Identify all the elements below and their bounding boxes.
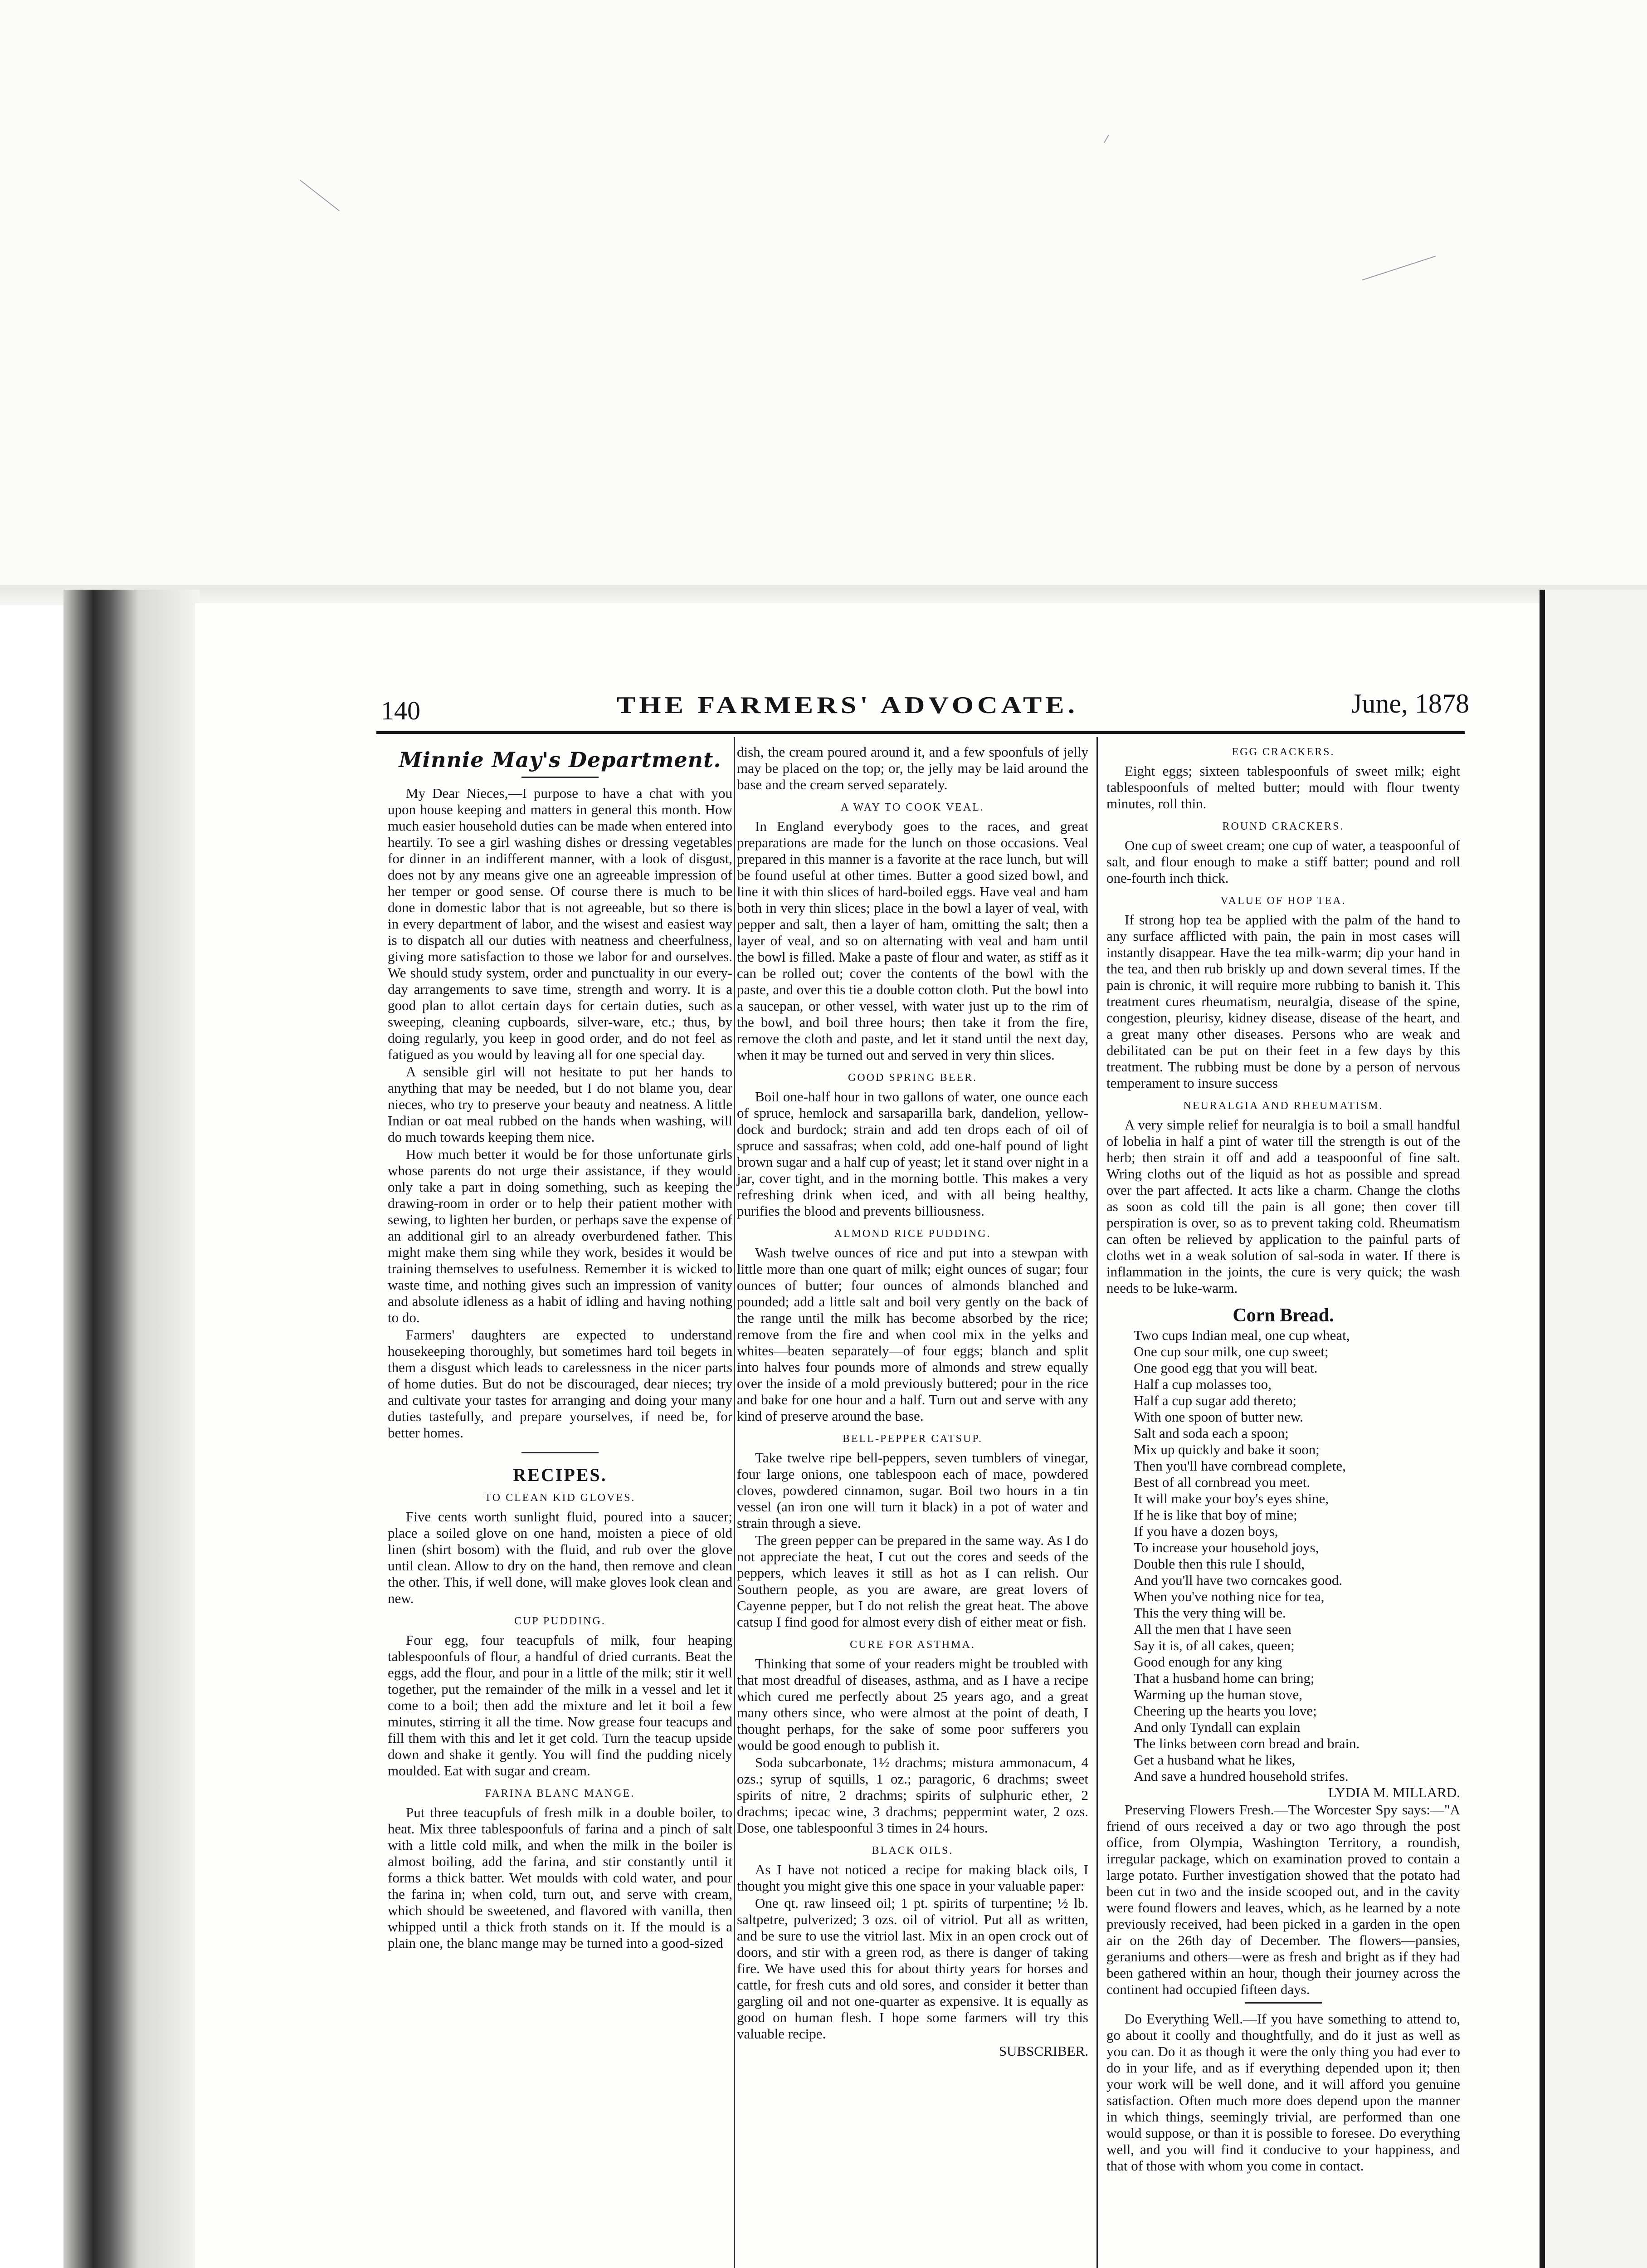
recipe-heading: GOOD SPRING BEER. (848, 1072, 978, 1084)
poem-line: If you have a dozen boys, (1134, 1523, 1278, 1539)
recipe-text: One cup of sweet cream; one cup of water, a teaspoonful of salt, and flour enough to make a stiff batter; pound and roll one-fourth inch thick. (1106, 837, 1460, 886)
issue-date: June, 1878 (1351, 689, 1469, 719)
poem-line: Best of all cornbread you meet. (1134, 1474, 1311, 1490)
recipe-heading: NEURALGIA AND RHEUMATISM. (1183, 1100, 1384, 1112)
recipe-heading: FARINA BLANC MANGE. (485, 1788, 635, 1799)
column-rule (1096, 737, 1098, 2268)
column-2 (737, 744, 1088, 2059)
recipe-text: Soda subcarbonate, 1½ drachms; mistura ammonacum, 4 ozs.; syrup of squills, 1 oz.; paragoric, 6 drachms; sweet spirits of nitre, 2 drachms; spirits of sulphuric ether, 2 drachms; ipecac wine, 3 drachms; peppermint water, 2 ozs. Dose, one tablespoonful 3 times in 24 hours. (737, 1755, 1088, 1836)
recipe-text: Thinking that some of your readers might be troubled with that most dreadful of diseases, asthma, and as I have a recipe which cured me perfectly about 25 years ago, and a great many others since, who were almost at the point of death, I thought perhaps, for the sake of some poor sufferers you would be good enough to publish it. (737, 1656, 1088, 1753)
poem-line: Then you'll have cornbread complete, (1134, 1458, 1346, 1474)
poem-line: And you'll have two corncakes good. (1134, 1572, 1343, 1588)
poem-line: All the men that I have seen (1134, 1621, 1291, 1637)
recipe-text: If strong hop tea be applied with the palm of the hand to any surface afflicted with pain, the pain in most cases will instantly disappear. Have the tea milk-warm; dip your hand in the tea, and then rub briskly up and down several times. If the pain is chronic, it will require more rubbing to banish it. This treatment cures rheumatism, neuralgia, disease of the spine, congestion, pleurisy, kidney disease, disease of the heart, and a great many other diseases. Persons who are weak and debilitated can be put on their feet in a few days by this treatment. The rubbing must be done by a person of nervous temperament to insure success (1106, 912, 1460, 1091)
poem-line: When you've nothing nice for tea, (1134, 1589, 1325, 1604)
scan-background (0, 0, 1647, 585)
poem-line: Cheering up the hearts you love; (1134, 1703, 1317, 1719)
recipe-heading: ROUND CRACKERS. (1222, 821, 1345, 832)
poem-line: One cup sour milk, one cup sweet; (1134, 1344, 1329, 1359)
recipe-text: Eight eggs; sixteen tablespoonfuls of sweet milk; eight tablespoonfuls of melted butter; mould with flour twenty minutes, roll thin. (1106, 763, 1460, 811)
recipe-heading: BLACK OILS. (872, 1845, 954, 1857)
recipe-text: dish, the cream poured around it, and a few spoonfuls of jelly may be placed on the top; or, the jelly may be laid around the base and the cream served separately. (737, 744, 1088, 792)
title-rule (521, 777, 599, 778)
recipe-heading: ALMOND RICE PUDDING. (834, 1228, 991, 1240)
article-paragraph: Do Everything Well.—If you have something to attend to, go about it coolly and thoughtfully, and do it just as well as you can. Do it as though it were the only thing you had ever to do in your life, and as if everything depended upon it; then your work will be well done, and it will afford you genuine satisfaction. Often much more does depend upon the manner in which things, seemingly trivial, are performed than one would suppose, or than it is possible to foresee. Do everything well, and you will find it conducive to your happiness, and that of those with whom you come in contact. (1106, 2011, 1460, 2174)
article-paragraph: How much better it would be for those unfortunate girls whose parents do not urge their assistance, if they would only take a part in doing something, such as keeping the drawing-room in order or to help their patient mother with sewing, to lighten her burden, or perhaps save the expense of an additional girl to an already overburdened father. This might make them sing while they work, besides it would be training themselves to usefulness. Remember it is wicked to waste time, and nothing gives such an impression of vanity and absolute idleness as a habit of idling and having nothing to do. (388, 1146, 732, 1325)
poem-title: Corn Bread. (1233, 1305, 1334, 1326)
recipe-text: Five cents worth sunlight fluid, poured into a saucer; place a soiled glove on one hand, moisten a piece of old linen (shirt bosom) with the fluid, and rub over the glove until clean. Allow to dry on the hand, then remove and clean the other. This, if well done, will make gloves look clean and new. (388, 1509, 732, 1606)
recipe-text: Boil one-half hour in two gallons of water, one ounce each of spruce, hemlock and sarsaparilla bark, dandelion, yellow-dock and burdock; strain and add ten drops each of oil of spruce and sassafras; when cold, add one-half pound of light brown sugar and a half cup of yeast; let it stand over night in a jar, cover tight, and in the morning bottle. This makes a very refreshing drink when iced, and with all being healthy, purifies the blood and prevents billiousness. (737, 1089, 1088, 1219)
article-paragraph: Farmers' daughters are expected to understand housekeeping thoroughly, but sometimes hard toil begets in them a disgust which leads to carelessness in the nicer parts of home duties. But do not be discouraged, dear nieces; try and cultivate your tastes for arranging and doing your many duties tastefully, and prepare yourselves, if need be, for better homes. (388, 1327, 732, 1441)
poem-line: It will make your boy's eyes shine, (1134, 1491, 1329, 1506)
poem-line: Get a husband what he likes, (1134, 1752, 1296, 1768)
poem-line: Mix up quickly and bake it soon; (1134, 1442, 1320, 1457)
masthead-title: THE FARMERS' ADVOCATE. (617, 692, 1079, 719)
column-1 (388, 744, 732, 1951)
poem-line: Salt and soda each a spoon; (1134, 1425, 1289, 1441)
recipe-text: Take twelve ripe bell-peppers, seven tumblers of vinegar, four large onions, one tablespoon each of mace, powdered cloves, powdered cinnamon, sugar. Boil two hours in a tin vessel (an iron one will turn it black) in a pot of water and strain through a sieve. (737, 1450, 1088, 1531)
recipe-heading: CURE FOR ASTHMA. (850, 1639, 975, 1651)
recipe-heading: BELL-PEPPER CATSUP. (842, 1433, 983, 1445)
poem-line: This the very thing will be. (1134, 1605, 1286, 1621)
recipe-text: In England everybody goes to the races, and great preparations are made for the lunch on those occasions. Veal prepared in this manner is a favorite at the race lunch, but will be found useful at other times. Butter a good sized bowl, and line it with thin slices of hard-boiled eggs. Have veal and ham both in very thin slices; place in the bowl a layer of veal, with pepper and salt, then a layer of ham, omitting the salt; then a layer of veal, and so on alternating with veal and ham until the bowl is filled. Make a paste of flour and water, as stiff as it can be rolled out; cover the contents of the bowl with the paste, and over this tie a double cotton cloth. Put the bowl into a saucepan, or other vessel, with water just up to the rim of the bowl, and boil three hours; then take it from the fire, remove the cloth and paste, and let it stand until the next day, when it may be turned out and served in very thin slices. (737, 818, 1088, 1063)
article-paragraph: Preserving Flowers Fresh.—The Worcester Spy says:—"A friend of ours received a day or two ago through the post office, from Olympia, Washington Territory, a roundish, irregular package, which on examination proved to contain a large potato. Further investigation showed that the potato had been cut in two and the inside scooped out, and in the cavity were found flowers and leaves, which, as he learned by a note previously received, had been picked in a garden in the open air on the 26th day of December. The flowers—pansies, geraniums and others—were as fresh and bright as if they had been gathered within an hour, though their journey across the continent had occupied fifteen days. (1106, 1802, 1460, 1997)
article-paragraph: My Dear Nieces,—I purpose to have a chat with you upon house keeping and matters in general this month. How much easier household duties can be made when entered into heartily. To see a girl washing dishes or dressing vegetables for dinner in an indifferent manner, with a look of disgust, does not by any means give one an agreeable impression of her temper or good sense. Of course there is much to be done in domestic labor that is not agreeable, but so there is in every department of labor, and the wisest and easiest way is to dispatch all our duties with neatness and cheerfulness, giving more satisfaction to those we labor for and ourselves. We should study system, order and punctuality in our every-day arrangements to save time, strength and worry. It is a good plan to allot certain days for certain duties, such as sweeping, cleaning cupboards, silver-ware, etc.; thus, by doing regularly, you keep in good order, and do not feel as fatigued as you would by leaving all for one special day. (388, 785, 732, 1062)
poem-line: Double then this rule I should, (1134, 1556, 1305, 1572)
poem-line: That a husband home can bring; (1134, 1670, 1315, 1686)
signature: SUBSCRIBER. (999, 2043, 1088, 2059)
poem-line: One good egg that you will beat. (1134, 1360, 1318, 1376)
poem-line: To increase your household joys, (1134, 1540, 1319, 1555)
section-rule (1245, 2002, 1322, 2004)
article-paragraph: A sensible girl will not hesitate to put her hands to anything that may be needed, but I do not blame you, dear nieces, who try to preserve your beauty and neatness. A little Indian or oat meal rubbed on the hands when washing, will do much towards keeping them nice. (388, 1064, 732, 1145)
recipe-text: A very simple relief for neuralgia is to boil a small handful of lobelia in half a pint of water till the strength is out of the herb; then strain it off and add a teaspoonful of fine salt. Wring cloths out of the liquid as hot as possible and spread over the part affected. It acts like a charm. Change the cloths as soon as cold till the pain is all gone; then cover till perspiration is over, so as to prevent taking cold. Rheumatism can often be relieved by application to the painful parts of cloths wet in a weak solution of sal-soda in water. If there is inflammation in the joints, the cure is very quick; the wash needs to be luke-warm. (1106, 1117, 1460, 1296)
recipe-heading: CUP PUDDING. (514, 1615, 606, 1627)
section-rule (521, 1452, 599, 1453)
poem-line: And save a hundred household strifes. (1134, 1768, 1349, 1784)
recipe-heading: EGG CRACKERS. (1232, 746, 1335, 758)
page-number: 140 (381, 696, 420, 725)
poem-line: Half a cup sugar add thereto; (1134, 1393, 1296, 1408)
recipe-heading: TO CLEAN KID GLOVES. (484, 1492, 636, 1504)
page-top-edge (0, 585, 1647, 605)
column-rule (734, 737, 735, 2268)
recipes-heading: RECIPES. (513, 1465, 607, 1485)
poem-line: Two cups Indian meal, one cup wheat, (1134, 1327, 1350, 1343)
poem-line: Say it is, of all cakes, queen; (1134, 1637, 1295, 1653)
poem (1106, 1327, 1460, 1784)
header-rule (376, 731, 1465, 734)
binding-edge (63, 590, 200, 2268)
page-header (381, 683, 1469, 733)
recipe-text: Wash twelve ounces of rice and put into a stewpan with little more than one quart of milk; eight ounces of sugar; four ounces of butter; four ounces of almonds blanched and pounded; add a little salt and boil very gently on the back of the range until the milk has become absorbed by the rice; remove from the fire and when cool mix in the yelks and whites—beaten separately—of four eggs; blanch and split into halves four pounds more of almonds and strew equally over the inside of a mold previously buttered; pour in the rice and bake for one hour and a half. Turn out and serve with any kind of preserve around the base. (737, 1245, 1088, 1424)
recipe-text: The green pepper can be prepared in the same way. As I do not appreciate the heat, I cut out the cores and seeds of the peppers, which leaves it still as hot as I can relish. Our Southern people, as you are aware, are great lovers of Cayenne pepper, but I do not relish the great heat. The above catsup I find good for almost every dish of either meat or fish. (737, 1532, 1088, 1630)
department-title: Minnie May's Department. (399, 748, 721, 772)
recipe-heading: VALUE OF HOP TEA. (1220, 895, 1346, 907)
poem-line: If he is like that boy of mine; (1134, 1507, 1297, 1523)
poem-line: Half a cup molasses too, (1134, 1376, 1272, 1392)
recipe-text: One qt. raw linseed oil; 1 pt. spirits of turpentine; ½ lb. saltpetre, pulverized; 3 ozs. oil of vitriol. Put all as written, and be sure to use the vitriol last. Mix in an open crock out of doors, and stir with a green rod, as there is danger of taking fire. We have used this for about thirty years for horses and cattle, for fresh cuts and old sores, and consider it better than gargling oil and not one-quarter as expensive. It is equally as good on human flesh. I hope some farmers will try this valuable recipe. (737, 1895, 1088, 2042)
poem-line: Good enough for any king (1134, 1654, 1282, 1670)
poem-line: With one spoon of butter new. (1134, 1409, 1303, 1425)
column-3 (1106, 744, 1460, 2174)
recipe-text: Four egg, four teacupfuls of milk, four heaping tablespoonfuls of flour, a handful of dried currants. Beat the eggs, add the flour, and pour in a little of the milk; stir it well together, put the remainder of the milk in a vessel and let it come to a boil; then add the mixture and let it boil a few minutes, stirring it all the time. Now grease four teacups and fill them with this and let it get cold. Turn the teacup upside down and shake it gently. You will find the pudding nicely moulded. Eat with sugar and cream. (388, 1632, 732, 1779)
recipe-text: Put three teacupfuls of fresh milk in a double boiler, to heat. Mix three tablespoonfuls of farina and a pinch of salt with a little cold milk, and when the milk in the boiler is almost boiling, add the farina, and stir constantly until it forms a thick batter. Wet moulds with cold water, and pour the farina in; when cold, turn out, and serve with cream, which should be sweetened, and flavored with vanilla, then whipped until a thick froth stands on it. If the mould is a plain one, the blanc mange may be turned into a good-sized (388, 1804, 732, 1951)
recipe-heading: A WAY TO COOK VEAL. (841, 802, 984, 813)
poem-author: LYDIA M. MILLARD. (1328, 1784, 1460, 1800)
recipe-text: As I have not noticed a recipe for making black oils, I thought you might give this one space in your valuable paper: (737, 1862, 1088, 1894)
poem-line: Warming up the human stove, (1134, 1686, 1303, 1702)
page-right-border (1540, 590, 1545, 2268)
poem-line: And only Tyndall can explain (1134, 1719, 1301, 1735)
poem-line: The links between corn bread and brain. (1134, 1735, 1360, 1751)
adjacent-page-strip (1545, 590, 1647, 2268)
